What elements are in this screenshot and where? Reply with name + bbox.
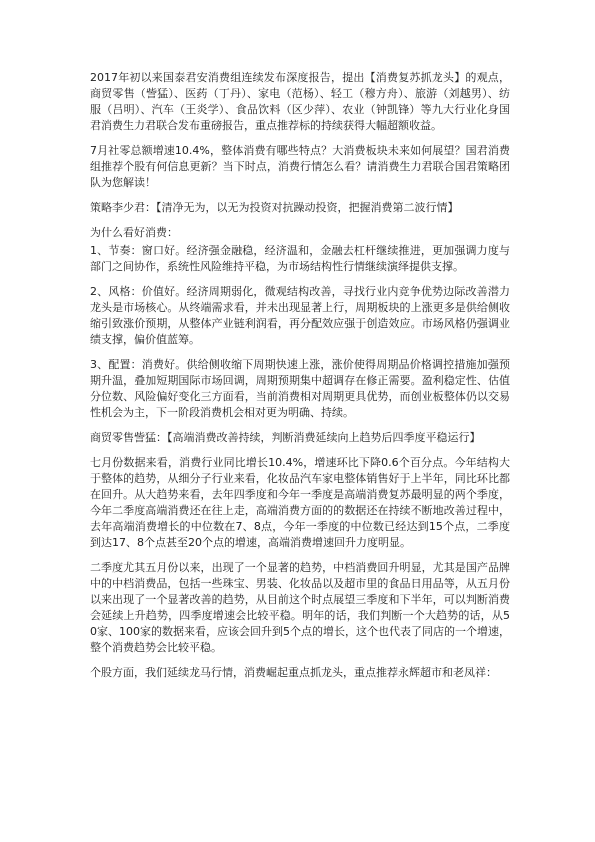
document-page — [90, 70, 510, 681]
why-point-style: 2、风格：价值好。经济周期弱化，微观结构改善，寻找行业内竞争优势边际改善潜力龙头是市场核心。从终端需求看，并未出现显著上行，周期板块的上涨更多是供给侧收缩引致涨价预期，从整体产业链利润看，再分配效应强于创造效应。市场风格仍强调业绩支撑，偏价值蓝筹。 — [90, 285, 510, 346]
why-heading: 为什么看好消费： — [90, 226, 178, 239]
intro-paragraph: 2017年初以来国泰君安消费组连续发布深度报告，提出【消费复苏抓龙头】的观点，商贸零售（訾猛）、医药（丁丹）、家电（范杨）、轻工（穆方舟）、旅游（刘越男）、纺服（吕明）、汽车（王炎学）、食品饮料（区少萍）、农业（钟凯锋）等九大行业化身国君消费生力君联合发布重磅报告，重点推荐标的持续获得大幅超额收益。 — [90, 71, 510, 132]
why-point-rhythm: 1、节奏：窗口好。经济强金融稳，经济温和，金融去杠杆继续推进，更加强调力度与部门之间协作，系统性风险维持平稳，为市场结构性行情继续演绎提供支撑。 — [90, 244, 510, 273]
why-point-allocation: 3、配置：消费好。供给侧收缩下周期快速上涨，涨价使得周期品价格调控措施加强预期升温，叠加短期国际市场回调，周期预期集中超调存在修正需要。盈利稳定性、估值分位数、风险偏好变化三方面看，当前消费相对周期更具优势，而创业板整体仍以交易性机会为主，下一阶段消费机会相对更为明确、持续。 — [90, 358, 510, 419]
retail-paragraph-q2: 二季度尤其五月份以来，出现了一个显著的趋势，中档消费回升明显，尤其是国产品牌中的中档消费品，包括一些珠宝、男装、化妆品以及超市里的食品日用品等，从五月份以来出现了一个显著改善的趋势，从目前这个时点展望三季度和下半年，可以判断消费会延续上升趋势，四季度增速会比较平稳。明年的话，我们判断一个大趋势的话，从50家、100家的数据来看，应该会回升到5个点的增长，这个也代表了同店的一个增速，整个消费趋势会比较平稳。 — [90, 561, 510, 654]
retail-paragraph-stocks: 个股方面，我们延续龙马行情，消费崛起重点抓龙头，重点推荐永辉超市和老凤祥： — [90, 666, 497, 679]
strategy-title-paragraph: 策略李少君：【清净无为，以无为投资对抗躁动投资，把握消费第二波行情】 — [90, 201, 459, 214]
retail-paragraph-july: 七月份数据来看，消费行业同比增长10.4%，增速环比下降0.6个百分点。今年结构大于整体的趋势，从细分子行业来看，化妆品汽车家电整体销售好于上半年，同比环比都在回升。从大趋势来看，去年四季度和今年一季度是高端消费复苏最明显的两个季度，今年二季度高端消费还在往上走，高端消费方面的的数据还在持续不断地改善过程中，去年高端消费增长的中位数在7、8点，今年一季度的中位数已经达到15个点，二季度到达17、8个点甚至20个点的增速，高端消费增速回升力度明显。 — [90, 456, 510, 549]
july-retail-paragraph: 7月社零总额增速10.4%，整体消费有哪些特点？大消费板块未来如何展望？国君消费组推荐个股有何信息更新？当下时点，消费行情怎么看？请消费生力君联合国君策略团队为您解读！ — [90, 144, 510, 189]
retail-heading: 商贸零售訾猛：【高端消费改善持续，判断消费延续向上趋势后四季度平稳运行】 — [90, 431, 481, 444]
